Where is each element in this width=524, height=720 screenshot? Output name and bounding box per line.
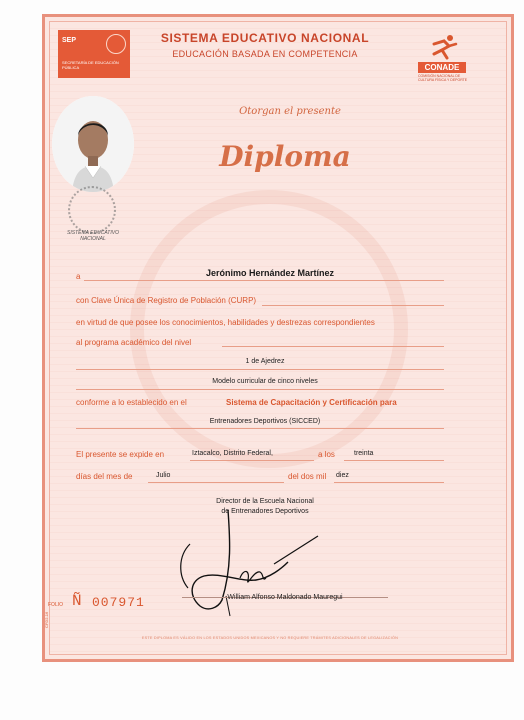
programa-label: al programa académico del nivel xyxy=(76,338,192,347)
side-code: CFD2-16 xyxy=(44,611,49,628)
conade-logo xyxy=(414,34,470,82)
expide-place: Iztacalco, Distrito Federal, xyxy=(192,450,273,457)
los-label: a los xyxy=(318,450,335,459)
year-value: diez xyxy=(336,472,349,479)
month-value: Julio xyxy=(156,472,171,479)
header-title: SISTEMA EDUCATIVO NACIONAL xyxy=(160,31,370,45)
signature-title-1: Director de la Escuela Nacional xyxy=(216,498,314,505)
entrenadores-line xyxy=(76,428,444,429)
folio-number: 007971 xyxy=(92,595,145,610)
sistema-name: Sistema de Capacitación y Certificación para xyxy=(226,398,397,407)
month-line xyxy=(148,482,284,483)
folio-label: FOLIO xyxy=(48,602,64,608)
modelo-value: Modelo curricular de cinco niveles xyxy=(212,378,318,385)
seal-text: SISTEMA EDUCATIVO NACIONAL xyxy=(67,230,119,242)
runner-icon xyxy=(428,34,458,60)
conocimientos-text: en virtud de que posee los conocimientos, habilidades y destrezas correspondientes xyxy=(76,318,375,327)
sep-name: SECRETARÍA DE EDUCACIÓN PÚBLICA xyxy=(62,60,119,70)
recipient-photo xyxy=(52,96,134,192)
footer-legal-text: ESTE DIPLOMA ES VÁLIDO EN LOS ESTADOS UNIDOS MEXICANOS Y NO REQUIERE TRÁMITES ADICIONALES DE LEGALIZACIÓN xyxy=(141,636,399,640)
programa-line xyxy=(222,346,444,347)
header-subtitle: EDUCACIÓN BASADA EN COMPETENCIA xyxy=(172,49,358,59)
curp-label: con Clave Única de Registro de Población (CURP) xyxy=(76,296,257,305)
signature-name: William Alfonso Maldonado Mauregui xyxy=(227,594,343,601)
nivel-line xyxy=(76,369,444,370)
otorgan-text: Otorgan el presente xyxy=(239,106,341,117)
entrenadores-value: Entrenadores Deportivos (SICCED) xyxy=(209,418,321,425)
day-value: treinta xyxy=(354,450,374,457)
watermark-seal xyxy=(130,190,408,468)
conade-name: CONADE xyxy=(418,62,466,73)
mexico-seal-icon xyxy=(68,186,116,234)
conade-subtitle: COMISIÓN NACIONAL DE CULTURA FÍSICA Y DEPORTE xyxy=(418,74,468,82)
nivel-value: 1 de Ajedrez xyxy=(245,358,285,365)
place-line xyxy=(190,460,314,461)
del-label: del dos mil xyxy=(288,472,327,481)
modelo-line xyxy=(76,389,444,390)
curp-line xyxy=(262,305,444,306)
year-line xyxy=(334,482,444,483)
recipient-name: Jerónimo Hernández Martínez xyxy=(205,268,335,278)
diploma-title: Diploma xyxy=(219,140,351,173)
folio-letter: Ñ xyxy=(72,592,82,610)
recipient-prefix: a xyxy=(76,272,81,281)
portrait-image xyxy=(52,96,134,192)
expide-label: El presente se expide en xyxy=(76,450,165,459)
recipient-line xyxy=(84,280,444,281)
sep-acronym: SEP xyxy=(62,37,77,44)
signature-title-2: de Entrenadores Deportivos xyxy=(221,508,309,515)
dias-label: días del mes de xyxy=(76,472,133,481)
conforme-text: conforme a lo establecido en el xyxy=(76,398,187,407)
day-line xyxy=(344,460,444,461)
handwritten-signature xyxy=(170,508,340,618)
